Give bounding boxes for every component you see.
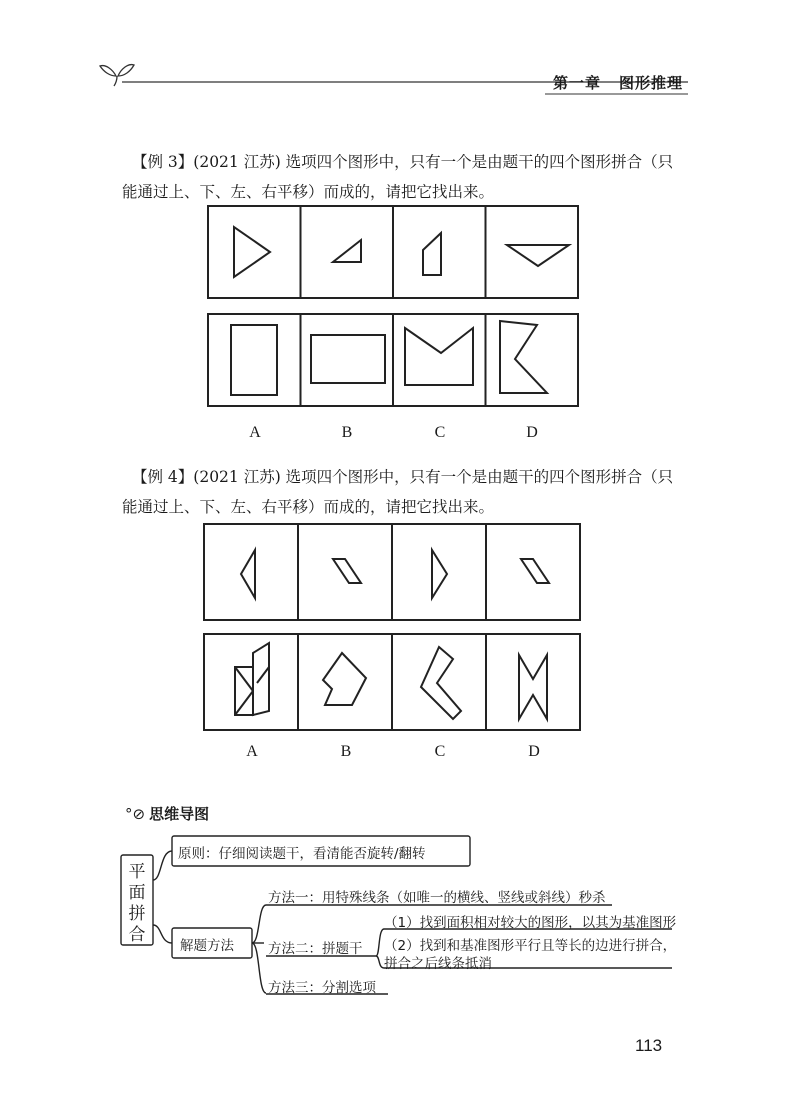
example3-stem-figures [207,205,579,299]
page-number: 113 [635,1036,663,1055]
example4-question [122,462,697,522]
example4-stem-figures [203,523,581,621]
chapter-heading [553,72,683,93]
mindmap-title: 思维导图 [149,805,210,823]
mindmap-root-char-4: 合 [128,925,146,945]
stem-shape-right-triangle [432,550,447,598]
example4-option-d-label: D [528,743,540,760]
brain-icon: °⊘ [125,805,146,823]
example3-line1: 【例 3】(2021 江苏) 选项四个图形中，只有一个是由题干的四个图形拼合（只 [132,153,674,171]
example4-option-b-label: B [340,743,352,760]
mindmap-heading [125,803,209,824]
example4-option-a-label: A [246,743,258,760]
mindmap-method2-step2-line2: 拼合之后线条抵消 [384,956,492,972]
option-b-pentagon-shape [323,653,366,705]
mindmap-method-label: 解题方法 [180,938,234,954]
mindmap-method2-step1: （1）找到面积相对较大的图形，以其为基准图形 [384,915,677,931]
example3-option-a-label: A [249,424,261,441]
stem-shape-left-triangle [241,550,255,598]
header-rule [0,0,800,110]
mindmap-method3: 方法三：分割选项 [268,980,376,996]
example4-option-c-label: C [434,743,446,760]
option-c-notched-shape [405,328,473,385]
option-c-zigzag-shape [421,647,461,719]
option-b-rectangle [311,335,385,383]
mindmap-root-char-3: 拼 [128,904,146,924]
stem-shape-small-triangle [333,240,361,262]
example3-option-b-label: B [341,424,353,441]
sprout-icon [100,65,134,86]
mindmap-principle: 原则：仔细阅读题干，看清能否旋转/翻转 [178,846,426,862]
option-d-arrow-shape [500,321,547,393]
option-a-overlap-shape [235,643,269,715]
example3-option-figures [207,313,579,407]
example3-line2: 能通过上、下、左、右平移）而成的，请把它找出来。 [122,183,495,201]
stem-shape-trapezoid [423,233,441,275]
mindmap-root-char-2: 面 [128,883,146,903]
mindmap-root-char-1: 平 [128,862,146,882]
stem-shape-triangle-right [234,227,270,277]
chapter-number: 第一章 [553,74,602,92]
example4-line2: 能通过上、下、左、右平移）而成的，请把它找出来。 [122,498,495,516]
example3-option-c-label: C [434,424,446,441]
mindmap-method2: 方法二：拼题干 [268,941,363,957]
option-d-bowtie-shape [519,655,547,719]
mindmap-method1: 方法一：用特殊线条（如唯一的横线、竖线或斜线）秒杀 [268,890,606,906]
example4-line1: 【例 4】(2021 江苏) 选项四个图形中，只有一个是由题干的四个图形拼合（只 [132,468,674,486]
stem-shape-wide-triangle [507,245,569,266]
option-a-rectangle [231,325,277,395]
example3-option-d-label: D [526,424,538,441]
example3-question [122,147,697,207]
stem-shape-parallelogram-2 [521,559,549,583]
mindmap-method2-step2-line1: （2）找到和基准图形平行且等长的边进行拼合， [384,938,677,954]
stem-shape-parallelogram-1 [333,559,361,583]
example4-option-figures [203,633,581,731]
chapter-title: 图形推理 [619,74,684,92]
